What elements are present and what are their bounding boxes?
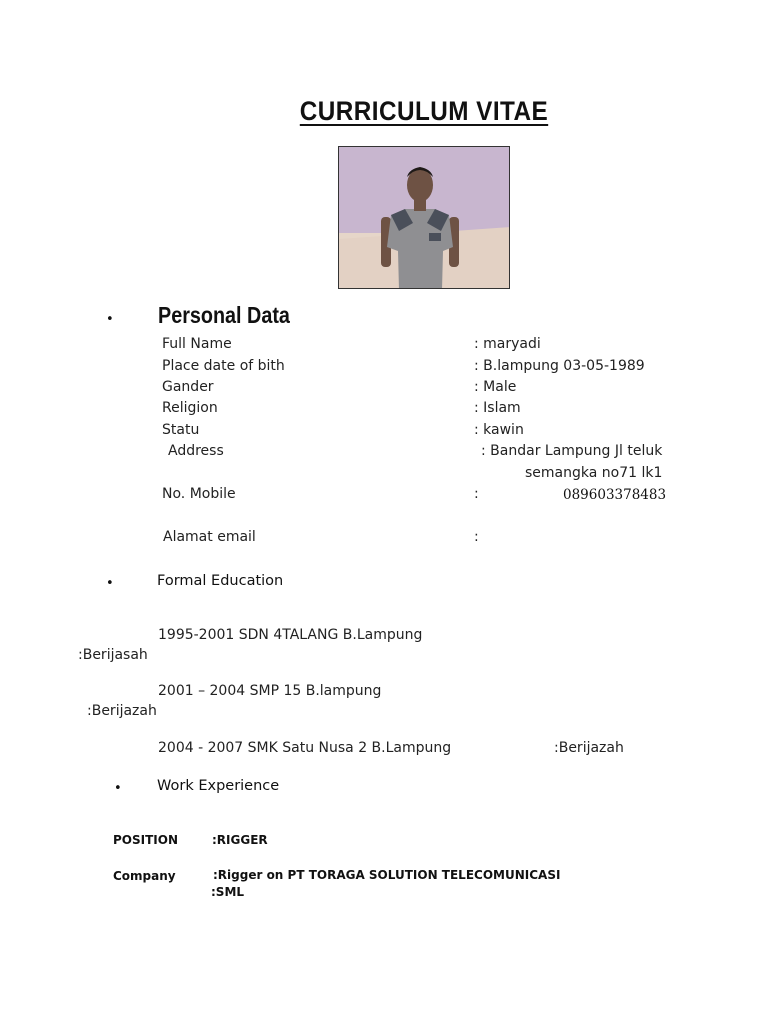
education-status-2: :Berijazah (87, 703, 157, 719)
label-full-name: Full Name (162, 336, 232, 352)
section-heading-personal: Personal Data (158, 302, 290, 328)
education-status-3: :Berijazah (554, 740, 624, 756)
value-address-cont: semangka no71 lk1 (525, 465, 663, 481)
value-gender: : Male (474, 379, 517, 395)
value-full-name: : maryadi (474, 336, 541, 352)
label-company: Company (113, 869, 176, 883)
value-religion: : Islam (474, 400, 521, 416)
label-gender: Gander (162, 379, 214, 395)
value-status: : kawin (474, 422, 524, 438)
document-title: CURRICULUM VITAE (299, 96, 549, 126)
value-mobile: 089603378483 (563, 487, 667, 503)
value-company-cont: :SML (211, 885, 245, 899)
education-item-1: 1995-2001 SDN 4TALANG B.Lampung (158, 627, 423, 643)
value-address: : Bandar Lampung Jl teluk (481, 443, 663, 459)
value-email: : (474, 529, 479, 545)
education-item-3: 2004 - 2007 SMK Satu Nusa 2 B.Lampung (158, 740, 452, 756)
education-status-1: :Berijasah (78, 647, 148, 663)
label-email: Alamat email (163, 529, 256, 545)
profile-photo (338, 146, 510, 289)
label-religion: Religion (162, 400, 218, 416)
label-position: POSITION (113, 833, 178, 847)
value-company: :Rigger on PT TORAGA SOLUTION TELECOMUNICASI (213, 868, 561, 882)
label-address: Address (168, 443, 224, 459)
section-heading-education: Formal Education (157, 573, 284, 589)
value-birth: : B.lampung 03-05-1989 (474, 358, 645, 374)
education-item-2: 2001 – 2004 SMP 15 B.lampung (158, 683, 382, 699)
section-heading-work: Work Experience (157, 778, 280, 794)
label-birth: Place date of bith (162, 358, 285, 374)
label-status: Statu (162, 422, 200, 438)
value-mobile-colon: : (474, 486, 479, 502)
bullet-icon: • (106, 576, 114, 591)
label-mobile: No. Mobile (162, 486, 236, 502)
bullet-icon: • (106, 312, 114, 327)
value-position: :RIGGER (212, 833, 268, 847)
bullet-icon: • (114, 781, 122, 796)
